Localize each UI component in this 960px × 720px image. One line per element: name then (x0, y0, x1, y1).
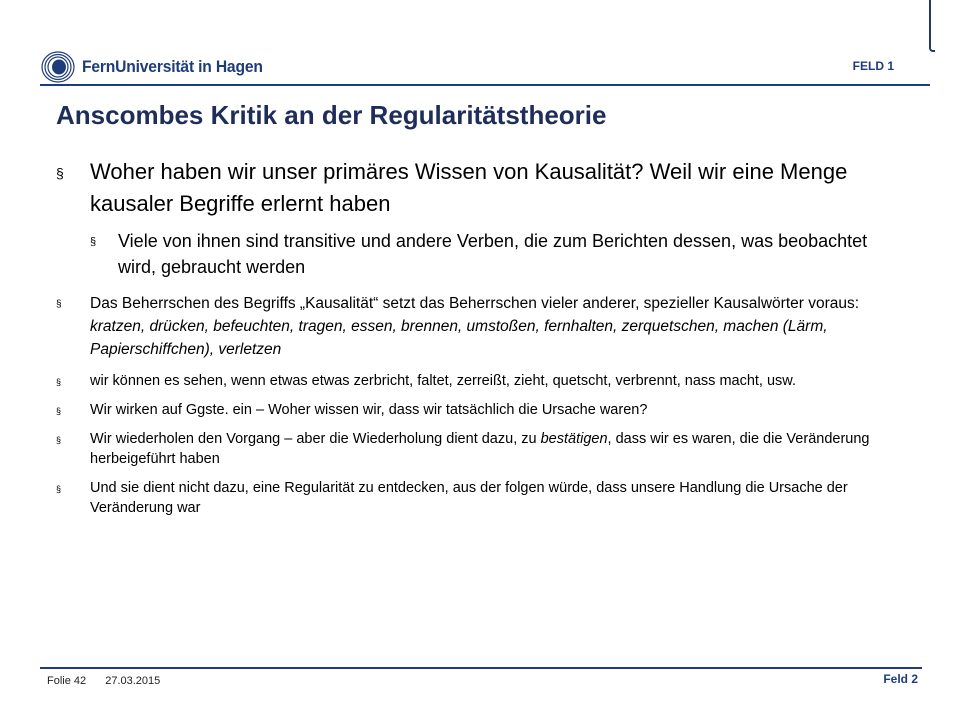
slide-number: Folie 42 (47, 675, 87, 687)
header-divider (40, 84, 930, 86)
top-right-decoration (929, 0, 935, 52)
bullet-text: Viele von ihnen sind transitive und andere Verben, die zum Berichten dessen, was beobachtet wird, gebraucht werden (118, 231, 868, 277)
bullet-italic-text: bestätigen (540, 431, 608, 447)
bullet-level2 (90, 228, 906, 280)
bullet-text: wir können es sehen, wenn etwas etwas zerbricht, faltet, zerreißt, zieht, quetscht, verbrennt, nass macht, usw. (90, 373, 796, 389)
square-bullet-icon: § (56, 299, 62, 310)
bullet-level1 (56, 156, 906, 220)
square-bullet-icon: § (56, 435, 62, 445)
square-bullet-icon: § (56, 377, 62, 387)
feld-label-bottom: Feld 2 (883, 672, 918, 686)
square-bullet-icon: § (90, 236, 97, 248)
bullet-regularitaet (56, 478, 906, 518)
slide-content (56, 156, 906, 527)
bullet-text: Wir wiederholen den Vorgang – aber die Wiederholung dient dazu, zu (90, 431, 541, 447)
footer-divider (40, 667, 922, 669)
feld-label-top: FELD 1 (852, 59, 894, 73)
bullet-wirken (56, 400, 906, 420)
university-logo (40, 50, 278, 84)
square-bullet-icon: § (56, 484, 62, 494)
bullet-text: Das Beherrschen des Begriffs „Kausalität“ setzt das Beherrschen vieler anderer, spezieller Kausalwörter voraus: (90, 295, 860, 312)
bullet-text: Woher haben wir unser primäres Wissen von Kausalität? Weil wir eine Menge kausaler Begriffe erlernt haben (90, 159, 848, 216)
square-bullet-icon: § (56, 406, 62, 416)
logo-text: FernUniversität in Hagen (82, 57, 263, 76)
bullet-italic-text: kratzen, drücken, befeuchten, tragen, essen, brennen, umstoßen, fernhalten, zerquetschen, machen (Lärm, Papierschiffchen), verletzen (90, 318, 828, 358)
bullet-text: , dass wir es waren, die die Veränderung herbeigeführt haben (90, 431, 870, 467)
slide-title: Anscombes Kritik an der Regularitätstheorie (56, 100, 607, 130)
bullet-sehen (56, 371, 906, 391)
footer-info (47, 675, 176, 687)
bullet-wiederholen (56, 429, 906, 469)
fernuni-logo-icon (40, 50, 76, 84)
bullet-text: Wir wirken auf Ggste. ein – Woher wissen wir, dass wir tatsächlich die Ursache waren? (90, 402, 648, 418)
bullet-text: Und sie dient nicht dazu, eine Regularität zu entdecken, aus der folgen würde, dass unsere Handlung die Ursache der Veränderung war (90, 480, 848, 516)
slide-date: 27.03.2015 (105, 675, 161, 687)
square-bullet-icon: § (56, 165, 64, 181)
bullet-kausalitaet (56, 292, 906, 361)
